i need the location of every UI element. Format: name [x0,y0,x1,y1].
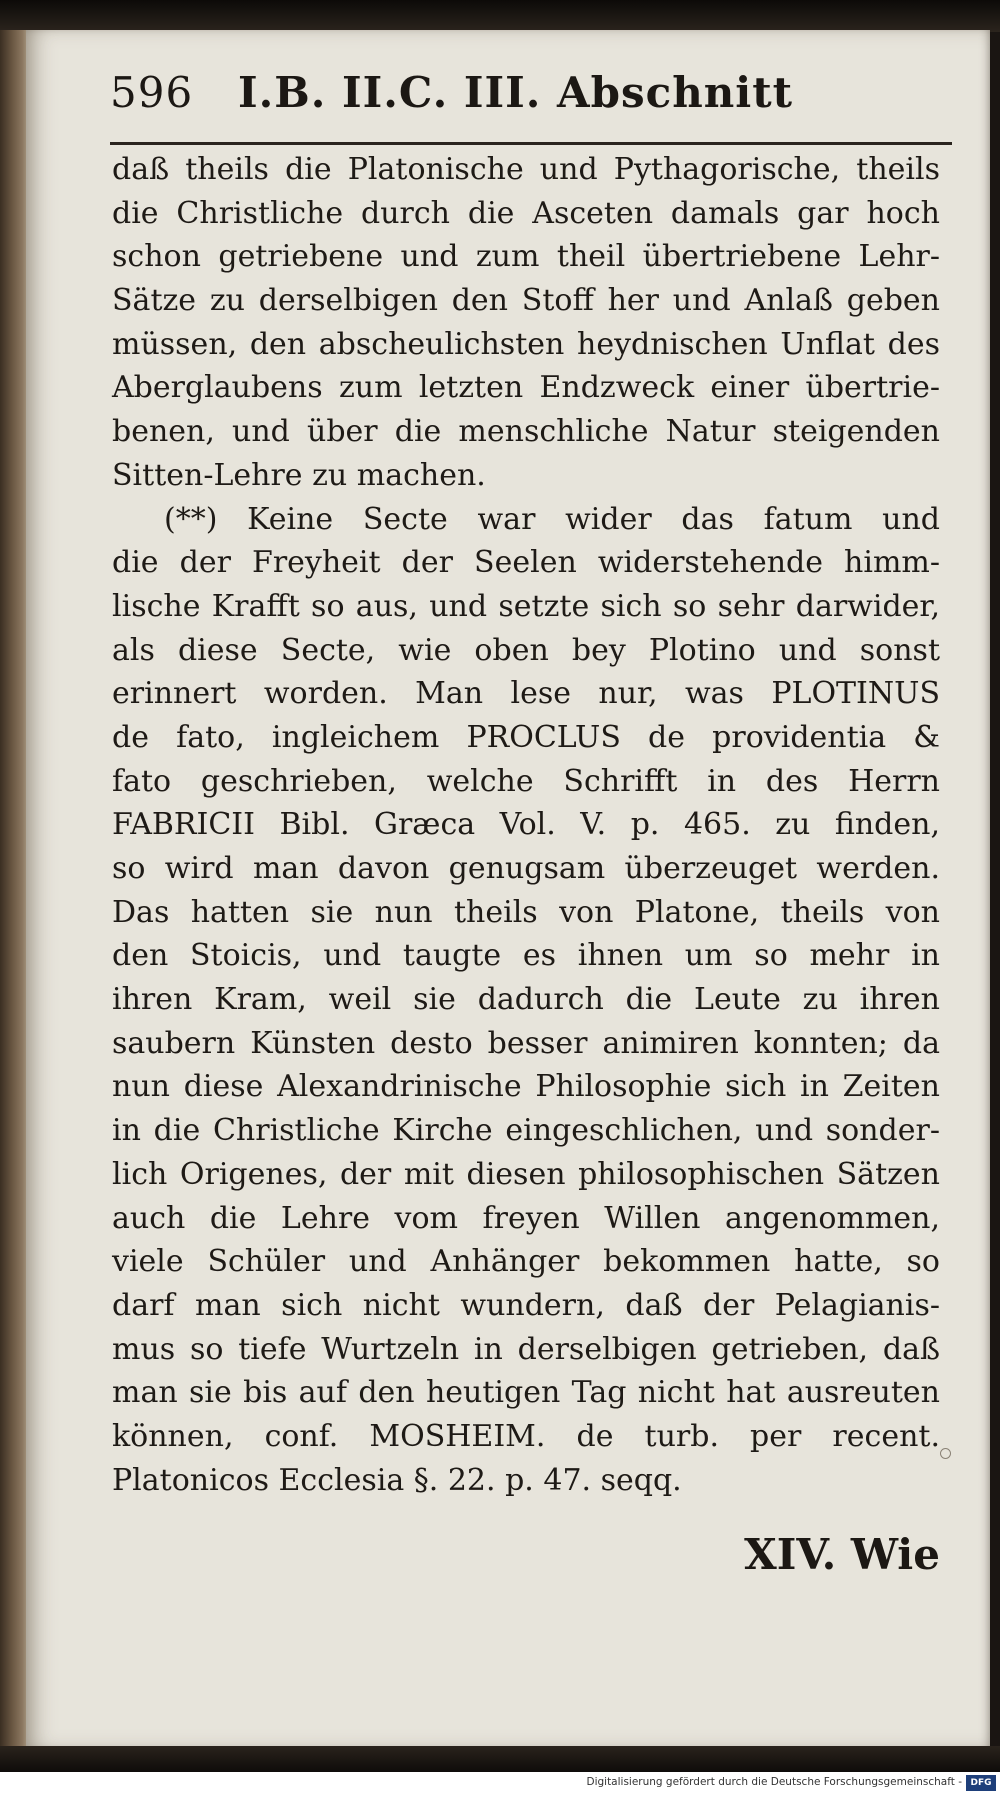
footnote-start-line: (**) Keine Secte war wider das fatum und [164,501,940,537]
text-line: als diese Secte, wie oben bey Plotino und sonst [112,632,940,668]
text-line: FABRICII Bibl. Græca Vol. V. p. 465. zu finden, [112,807,940,843]
text-line: den Stoicis, und taugte es ihnen um so mehr in [112,938,940,974]
text-line: müssen, den abscheulichsten heydnischen Unflat des [112,326,940,362]
running-head: I.B. II.C. III. Abschnitt [238,68,794,117]
text-line: schon getriebene und zum theil übertriebene Lehr- [112,239,940,275]
text-line: die Christliche durch die Asceten damals gar hoch [112,195,940,231]
text-line: nun diese Alexandrinische Philosophie sich in Zeiten [112,1069,940,1105]
text-line: lische Krafft so aus, und setzte sich so sehr darwider, [112,588,940,624]
digitization-credit-bar [0,1772,1000,1795]
text-line: so wird man davon genugsam überzeuget werden. [112,851,940,886]
header-rule [110,142,952,145]
text-line: in die Christliche Kirche eingeschlichen, und sonder- [112,1113,940,1149]
text-line: viele Schüler und Anhänger bekommen hatte, so [112,1244,940,1280]
page-header [110,68,950,128]
text-line: auch die Lehre vom freyen Willen angenommen, [112,1200,940,1236]
text-line: Aberglaubens zum letzten Endzweck einer übertrie- [112,370,940,406]
text-line: daß theils die Platonische und Pythagorische, theils [112,152,940,187]
dfg-logo: DFG [966,1775,996,1791]
text-line: saubern Künsten desto besser animiren konnten; da [112,1025,940,1061]
text-line: Das hatten sie nun theils von Platone, theils von [112,894,940,930]
ink-mark [940,1448,951,1459]
text-line: Sätze zu derselbigen den Stoff her und Anlaß geben [112,283,940,319]
book-spine-edge [0,30,28,1750]
credit-text: Digitalisierung gefördert durch die Deutsche Forschungsgemeinschaft - [586,1776,962,1788]
text-line: können, conf. MOSHEIM. de turb. per recent. [112,1418,940,1454]
text-line: darf man sich nicht wundern, daß der Pelagianis- [112,1287,940,1323]
page-number: 596 [110,68,194,117]
text-line: fato geschrieben, welche Schrifft in des Herrn [112,763,940,799]
text-line: ihren Kram, weil sie dadurch die Leute zu ihren [112,982,940,1018]
text-line: de fato, ingleichem PROCLUS de providentia & [112,719,940,755]
text-line: mus so tiefe Wurtzeln in derselbigen getrieben, daß [112,1331,940,1367]
body-text [112,148,940,1502]
text-line: man sie bis auf den heutigen Tag nicht hat ausreuten [112,1375,940,1411]
text-line: benen, und über die menschliche Natur steigenden [112,414,940,450]
text-line: die der Freyheit der Seelen widerstehende himm- [112,545,940,581]
text-line: lich Origenes, der mit diesen philosophischen Sätzen [112,1156,940,1192]
text-line: Platonicos Ecclesia §. 22. p. 47. seqq. [112,1462,682,1498]
catchword: XIV. Wie [744,1530,940,1579]
text-line: Sitten-Lehre zu machen. [112,457,486,493]
scan-border-top [0,0,1000,32]
text-line: erinnert worden. Man lese nur, was PLOTINUS [112,676,940,712]
